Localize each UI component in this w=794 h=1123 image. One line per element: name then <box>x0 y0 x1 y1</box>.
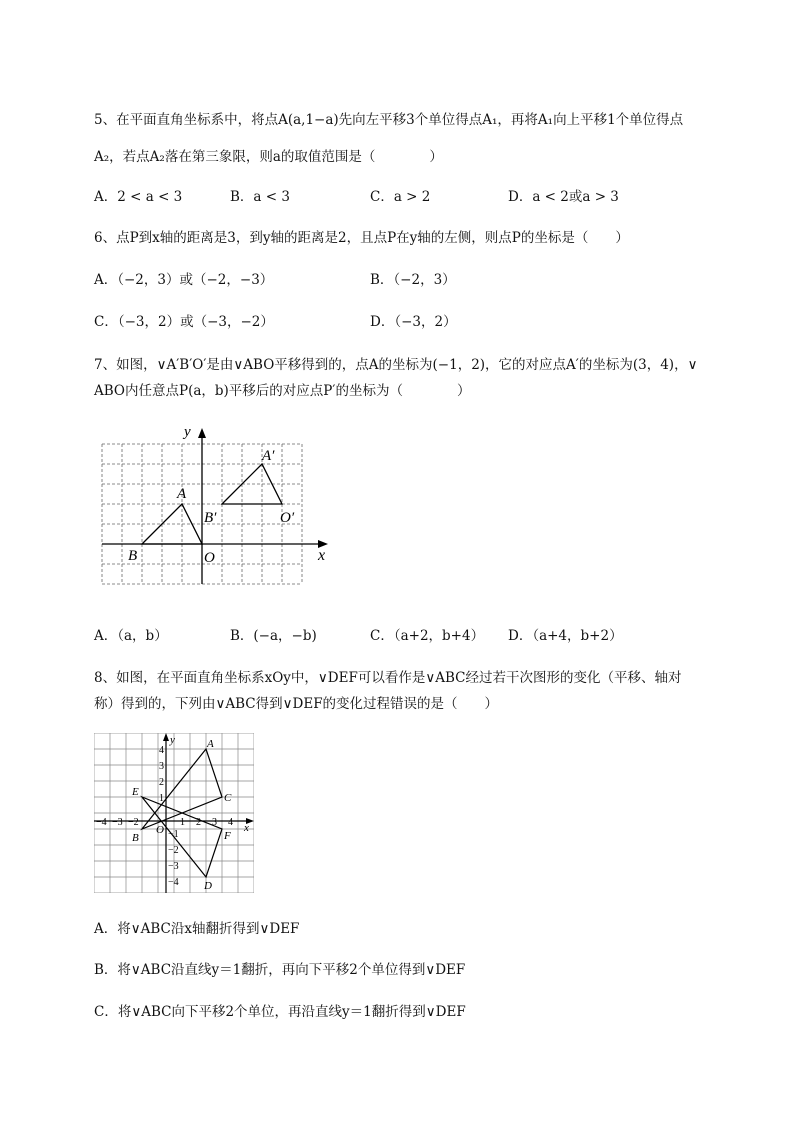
q8-fig-xtick: 2 <box>196 817 201 828</box>
q6-option-c: C．（−3，2）或（−3，−2） <box>94 314 274 330</box>
q7-fig-label-a: A <box>177 486 187 502</box>
q8-fig-xtick: −4 <box>96 817 107 828</box>
q8-fig-label-o: O <box>156 824 164 836</box>
q8-stem-line2: 称）得到的，下列由∨ABC得到∨DEF的变化过程错误的是（ ） <box>94 696 499 712</box>
q7-fig-label-o-prime: O′ <box>280 510 295 526</box>
q5-option-a: A．2 < a < 3 <box>94 189 183 205</box>
q7-fig-y-label: y <box>184 424 191 440</box>
q8-fig-xtick: −3 <box>112 817 123 828</box>
q7-fig-x-label: x <box>318 547 326 564</box>
q7-fig-label-o: O <box>204 550 215 566</box>
q8-fig-xtick: 3 <box>212 817 217 828</box>
q7-option-d: D．（a+4，b+2） <box>508 628 623 644</box>
q7-option-b: B．(−a，−b) <box>230 628 317 644</box>
q8-option-b: B．将∨ABC沿直线y＝1翻折，再向下平移2个单位得到∨DEF <box>94 962 466 978</box>
q8-fig-label-d: D <box>204 880 212 892</box>
q5-option-d: D．a < 2或a > 3 <box>508 189 619 205</box>
q8-fig-x-label: x <box>244 822 249 834</box>
q5-stem-line1: 5、在平面直角坐标系中，将点A(a,1−a)先向左平移3个单位得点A₁，再将A₁向上平移1个单位得点 <box>94 112 684 128</box>
q8-fig-y-label: y <box>170 734 175 746</box>
q8-fig-label-f: F <box>224 830 231 842</box>
q8-fig-ytick: −4 <box>168 877 179 888</box>
q5-option-c: C．a > 2 <box>370 189 431 205</box>
q7-figure <box>96 420 341 592</box>
q5-stem-line2: A₂，若点A₂落在第三象限，则a的取值范围是（ ） <box>94 149 443 165</box>
q8-fig-xtick: 1 <box>180 817 185 828</box>
q8-fig-xtick: 4 <box>228 817 233 828</box>
q6-option-d: D．（−3，2） <box>370 314 457 330</box>
q7-stem-line2: ABO内任意点P(a，b)平移后的对应点P′的坐标为（ ） <box>94 383 471 399</box>
q7-fig-label-b: B <box>128 548 138 564</box>
q8-fig-label-b: B <box>132 832 139 844</box>
q7-fig-label-a-prime: A′ <box>262 448 275 464</box>
q8-fig-ytick: −3 <box>168 861 179 872</box>
q7-option-a: A．（a，b） <box>94 628 168 644</box>
q6-option-a: A．（−2，3）或（−2，−3） <box>94 272 274 288</box>
q8-fig-label-e: E <box>132 786 139 798</box>
q7-stem-line1: 7、如图，∨A′B′O′是由∨ABO平移得到的，点A的坐标为(−1，2)，它的对应点A′的坐标为(3，4)，∨ <box>94 357 698 373</box>
q8-fig-label-c: C <box>224 792 232 804</box>
q8-fig-xtick: −2 <box>128 817 139 828</box>
q7-fig-label-b-prime: B′ <box>204 510 217 526</box>
q8-fig-ytick: 3 <box>159 761 164 772</box>
q5-option-b: B．a < 3 <box>230 189 290 205</box>
q8-figure <box>94 733 254 893</box>
q8-fig-ytick: −2 <box>168 845 179 856</box>
q8-option-a: A．将∨ABC沿x轴翻折得到∨DEF <box>94 921 300 937</box>
q8-fig-ytick: 2 <box>159 777 164 788</box>
q8-fig-ytick: 1 <box>159 793 164 804</box>
q8-fig-ytick: 4 <box>159 745 164 756</box>
q8-stem-line1: 8、如图，在平面直角坐标系xOy中，∨DEF可以看作是∨ABC经过若干次图形的变化（平移、轴对 <box>94 670 682 686</box>
q8-fig-ytick: −1 <box>168 829 179 840</box>
q7-option-c: C．（a+2，b+4） <box>370 628 485 644</box>
q8-fig-label-a: A <box>207 738 214 750</box>
q6-option-b: B．（−2，3） <box>370 272 456 288</box>
q8-option-c: C．将∨ABC向下平移2个单位，再沿直线y＝1翻折得到∨DEF <box>94 1004 466 1020</box>
q6-stem: 6、点P到x轴的距离是3，到y轴的距离是2，且点P在y轴的左侧，则点P的坐标是（ ） <box>94 230 629 246</box>
